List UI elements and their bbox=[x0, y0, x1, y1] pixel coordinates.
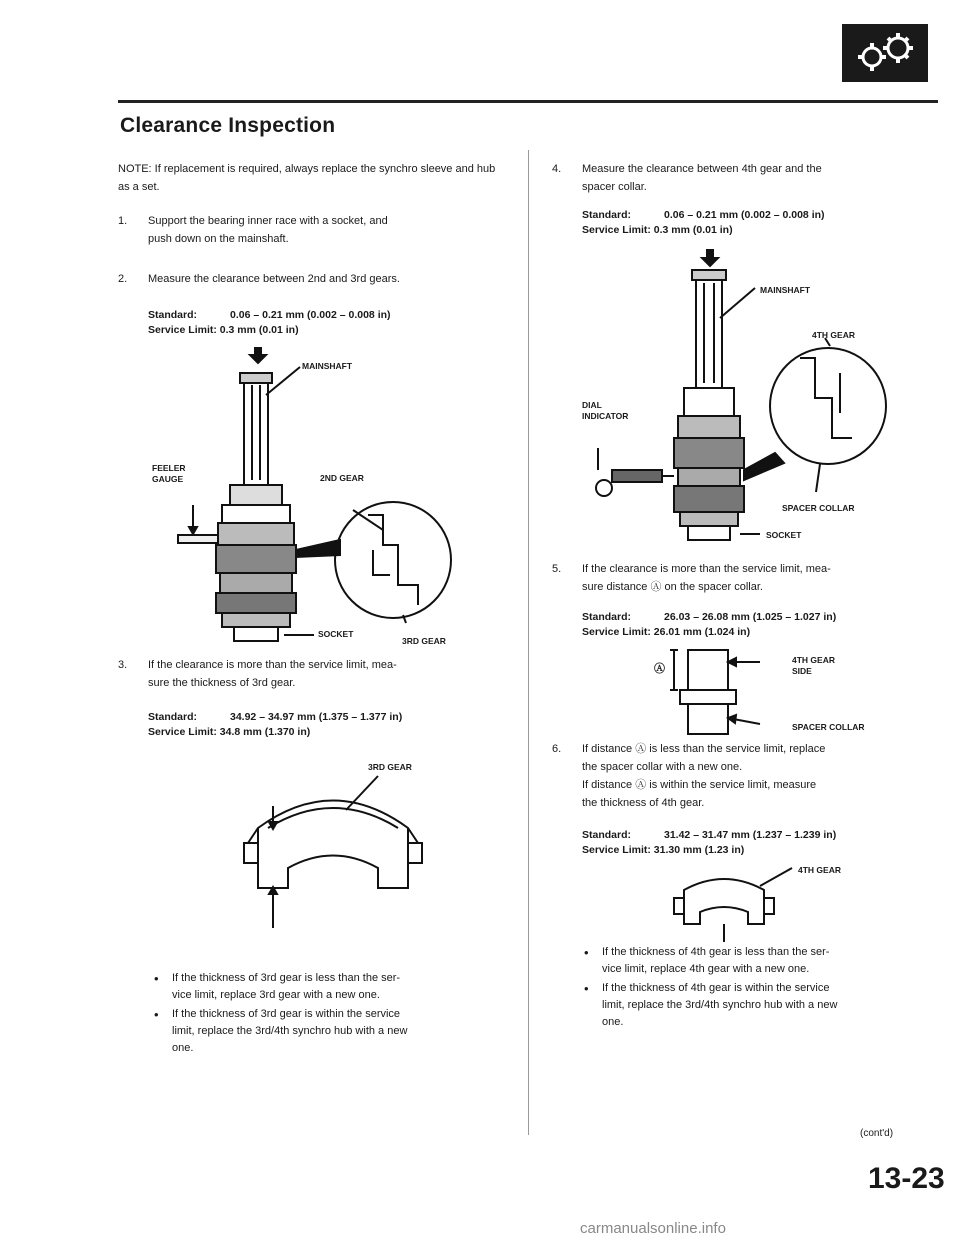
header-rule bbox=[118, 100, 938, 103]
spec-limit-value: 26.01 mm (1.024 in) bbox=[653, 626, 751, 638]
label-indicator: INDICATOR bbox=[582, 411, 629, 421]
label-mainshaft-fig3: MAINSHAFT bbox=[760, 285, 811, 295]
spacer-collar-diagram bbox=[660, 648, 780, 738]
label-spacer-collar-fig4: SPACER COLLAR bbox=[792, 722, 865, 732]
label-side: SIDE bbox=[792, 666, 812, 676]
spec-standard-label: Standard: bbox=[148, 711, 198, 723]
label-4th-gear: 4TH GEAR bbox=[812, 330, 855, 340]
left-bullet-1 bbox=[154, 970, 514, 1006]
bullet-dot: • bbox=[584, 981, 589, 996]
bullet-line: limit, replace the 3rd/4th synchro hub with a new bbox=[172, 1025, 408, 1037]
fourth-gear-section-diagram bbox=[662, 862, 802, 952]
label-gauge: GAUGE bbox=[152, 474, 184, 484]
gears-icon bbox=[842, 24, 928, 82]
mainshaft-diagram-2nd-3rd bbox=[128, 345, 458, 645]
step-line: If distance Ⓐ is within the service limit, measure bbox=[582, 779, 817, 791]
continued-label: (cont'd) bbox=[860, 1128, 894, 1139]
bullet-line: If the thickness of 3rd gear is less than the ser- bbox=[172, 972, 401, 984]
watermark-link[interactable]: carmanualsonline.info bbox=[580, 1220, 726, 1237]
spec-block-step6 bbox=[582, 828, 952, 858]
step-line: Measure the clearance between 4th gear and the bbox=[582, 163, 822, 175]
label-socket: SOCKET bbox=[318, 629, 354, 639]
spec-block-step4 bbox=[582, 208, 942, 238]
bullet-dot: • bbox=[584, 945, 589, 960]
right-bullet-2 bbox=[584, 980, 944, 1034]
step-2 bbox=[118, 270, 518, 290]
step-number: 4. bbox=[552, 163, 562, 175]
third-gear-section-diagram bbox=[218, 748, 448, 948]
spec-limit-value: 0.3 mm (0.01 in) bbox=[653, 224, 733, 236]
spec-standard-label: Standard: bbox=[582, 209, 632, 221]
step-line: sure the thickness of 3rd gear. bbox=[148, 677, 296, 689]
step-line: push down on the mainshaft. bbox=[148, 233, 289, 245]
step-line: If the clearance is more than the service limit, mea- bbox=[148, 659, 397, 671]
spec-standard-value: 0.06 – 0.21 mm (0.002 – 0.008 in) bbox=[230, 309, 391, 321]
label-3rd-gear: 3RD GEAR bbox=[402, 636, 446, 646]
spec-block-step3 bbox=[148, 710, 518, 740]
spec-limit-label: Service Limit: bbox=[148, 726, 217, 738]
column-divider bbox=[528, 150, 529, 1135]
bullet-line: one. bbox=[172, 1042, 194, 1054]
label-dial: DIAL bbox=[582, 400, 602, 410]
bullet-dot: • bbox=[154, 971, 159, 986]
step-line: If distance Ⓐ is less than the service limit, replace bbox=[582, 743, 826, 755]
left-bullet-2 bbox=[154, 1006, 514, 1060]
bullet-line: If the thickness of 4th gear is less than the ser- bbox=[602, 946, 830, 958]
step-5 bbox=[552, 560, 942, 600]
spec-standard-value: 0.06 – 0.21 mm (0.002 – 0.008 in) bbox=[664, 209, 825, 221]
bullet-line: vice limit, replace 3rd gear with a new one. bbox=[172, 989, 380, 1001]
page-number: 13-23 bbox=[868, 1162, 945, 1195]
bullet-line: one. bbox=[602, 1016, 624, 1028]
note-text: NOTE: If replacement is required, always replace the synchro sleeve and hub as a set. bbox=[118, 163, 496, 193]
label-4th-gear-fig5: 4TH GEAR bbox=[798, 865, 841, 875]
spec-limit-label: Service Limit: bbox=[582, 224, 651, 236]
step-line: the thickness of 4th gear. bbox=[582, 797, 705, 809]
step-3 bbox=[118, 656, 518, 696]
step-line: Support the bearing inner race with a socket, and bbox=[148, 215, 388, 227]
spec-standard-label: Standard: bbox=[582, 829, 632, 841]
step-number: 2. bbox=[118, 273, 128, 285]
step-line: If the clearance is more than the service limit, mea- bbox=[582, 563, 831, 575]
label-mainshaft: MAINSHAFT bbox=[302, 361, 353, 371]
spec-standard-label: Standard: bbox=[582, 611, 632, 623]
step-line: sure distance Ⓐ on the spacer collar. bbox=[582, 581, 763, 593]
spec-limit-label: Service Limit: bbox=[582, 844, 651, 856]
bullet-line: If the thickness of 3rd gear is within the service bbox=[172, 1008, 401, 1020]
spec-standard-value: 26.03 – 26.08 mm (1.025 – 1.027 in) bbox=[664, 611, 837, 623]
step-line: spacer collar. bbox=[582, 181, 647, 193]
spec-standard-label: Standard: bbox=[148, 309, 198, 321]
spec-standard-value: 31.42 – 31.47 mm (1.237 – 1.239 in) bbox=[664, 829, 837, 841]
label-4th-gear-fig4: 4TH GEAR bbox=[792, 655, 835, 665]
right-bullet-1 bbox=[584, 944, 944, 980]
bullet-line: If the thickness of 4th gear is within the service bbox=[602, 982, 830, 994]
label-2nd-gear: 2ND GEAR bbox=[320, 473, 364, 483]
step-number: 6. bbox=[552, 743, 562, 755]
spec-limit-label: Service Limit: bbox=[148, 324, 217, 336]
label-spacer-collar: SPACER COLLAR bbox=[782, 503, 855, 513]
label-feeler: FEELER bbox=[152, 463, 186, 473]
spec-limit-label: Service Limit: bbox=[582, 626, 651, 638]
spec-block-step2 bbox=[148, 308, 508, 338]
bullet-line: vice limit, replace 4th gear with a new one. bbox=[602, 963, 810, 975]
spec-limit-value: 0.3 mm (0.01 in) bbox=[219, 324, 299, 336]
label-3rd-gear-fig2: 3RD GEAR bbox=[368, 762, 412, 772]
step-line: Measure the clearance between 2nd and 3rd gears. bbox=[148, 273, 400, 285]
step-number: 3. bbox=[118, 659, 128, 671]
label-socket-fig3: SOCKET bbox=[766, 530, 802, 540]
spec-limit-value: 31.30 mm (1.23 in) bbox=[653, 844, 745, 856]
spec-standard-value: 34.92 – 34.97 mm (1.375 – 1.377 in) bbox=[230, 711, 403, 723]
step-line: the spacer collar with a new one. bbox=[582, 761, 743, 773]
step-6 bbox=[552, 740, 942, 816]
bullet-line: limit, replace the 3rd/4th synchro hub with a new bbox=[602, 999, 838, 1011]
bullet-dot: • bbox=[154, 1007, 159, 1022]
step-4 bbox=[552, 160, 942, 200]
step-number: 5. bbox=[552, 563, 562, 575]
spec-limit-value: 34.8 mm (1.370 in) bbox=[219, 726, 311, 738]
step-number: 1. bbox=[118, 215, 128, 227]
step-1 bbox=[118, 212, 518, 252]
spec-block-step5 bbox=[582, 610, 952, 640]
page-title: Clearance Inspection bbox=[120, 114, 336, 137]
label-a: Ⓐ bbox=[654, 663, 665, 675]
